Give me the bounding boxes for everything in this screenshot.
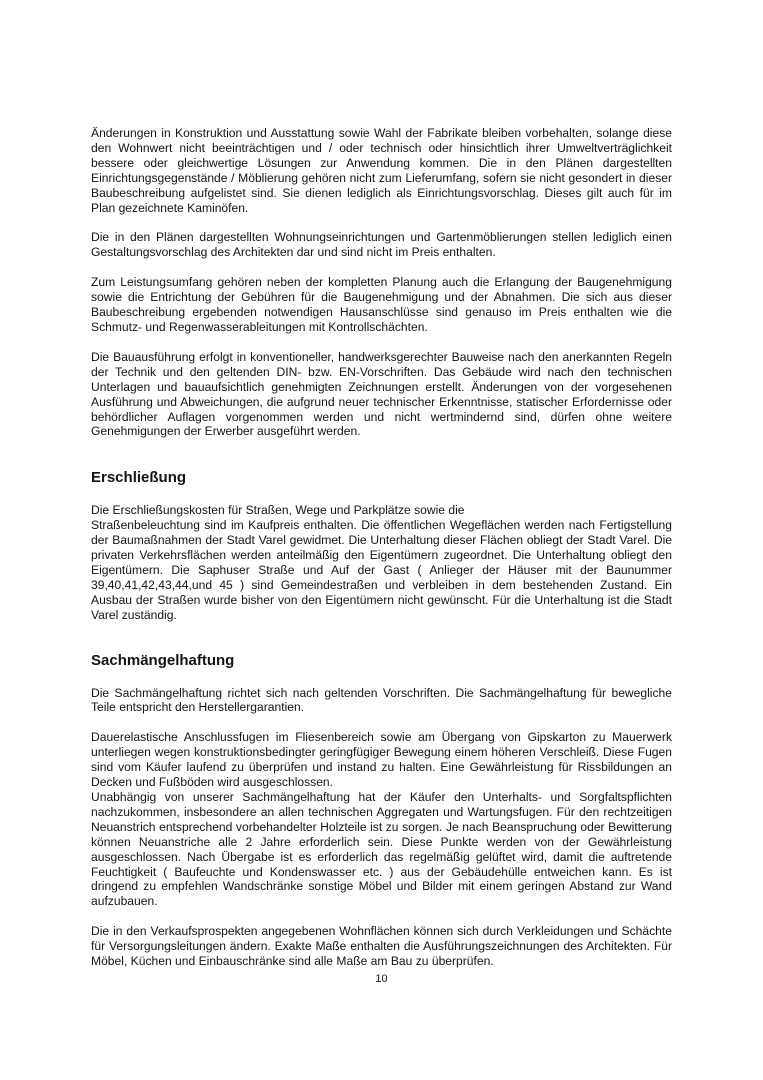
- document-page: [91, 126, 672, 969]
- paragraph-construction-method: Die Bauausführung erfolgt in konventioneller, handwerksgerechter Bauweise nach den anerkannten Regeln der Technik und den geltenden DIN- bzw. EN-Vorschriften. Das Gebäude wird nach den technischen Unterlagen und bauaufsichtlich genehmigten Zeichnungen erstellt. Änderungen von der vorgesehenen Ausführung und Abweichungen, die aufgrund neuer technischer Erkenntnisse, statischer Erfordernisse oder behördlicher Auflagen vorgenommen werden und nicht wertmindernd sind, dürfen ohne weitere Genehmigungen der Erwerber ausgeführt werden.: [91, 349, 672, 439]
- paragraph-erschliessung-first-line: Die Erschließungskosten für Straßen, Wege und Parkplätze sowie die: [91, 503, 465, 518]
- paragraph-liability-rules: Die Sachmängelhaftung richtet sich nach geltenden Vorschriften. Die Sachmängelhaftung für bewegliche Teile entspricht den Herstellergarantien.: [91, 685, 672, 715]
- page-number: 10: [375, 973, 388, 985]
- heading-erschliessung: Erschließung: [91, 469, 187, 487]
- paragraph-scope-of-services: Zum Leistungsumfang gehören neben der kompletten Planung auch die Erlangung der Baugenehmigung sowie die Entrichtung der Gebühren für die Baugenehmigung und der Abnahmen. Die sich aus dieser Baubeschreibung ergebenden notwendigen Hausanschlüsse sind genauso im Preis enthalten wie die Schmutz- und Regenwasserableitungen mit Kontrollschächten.: [91, 275, 672, 334]
- paragraph-living-areas: Die in den Verkaufsprospekten angegebenen Wohnflächen können sich durch Verkleidungen und Schächte für Versorgungsleitungen ändern. Exakte Maße enthalten die Ausführungszeichnungen des Architekten. Für Möbel, Küchen und Einbauschränke sind alle Maße am Bau zu überprüfen.: [91, 924, 672, 969]
- paragraph-joints: Dauerelastische Anschlussfugen im Fliesenbereich sowie am Übergang von Gipskarton zu Mauerwerk unterliegen wegen konstruktionsbedingter geringfügiger Bewegung einem höheren Verschleiß. Diese Fugen sind vom Käufer laufend zu überprüfen und instand zu halten. Eine Gewährleistung für Rissbildungen an Decken und Fußböden wird ausgeschlossen.: [91, 730, 672, 790]
- paragraph-furnishings: Die in den Plänen dargestellten Wohnungseinrichtungen und Gartenmöblierungen stellen lediglich einen Gestaltungsvorschlag des Architekten dar und sind nicht im Preis enthalten.: [91, 230, 672, 260]
- paragraph-maintenance-duties: Unabhängig von unserer Sachmängelhaftung hat der Käufer den Unterhalts- und Sorgfaltspflichten nachzukommen, insbesondere an allen technischen Aggregaten und Wartungsfugen. Für den rechtzeitigen Neuanstrich entsprechend vorbehandelter Holzteile ist zu sorgen. Je nach Beanspruchung oder Bewitterung können Neuanstriche alle 2 Jahre erforderlich sein. Diese Punkte werden von der Gewährleistung ausgeschlossen. Nach Übergabe ist es erforderlich das regelmäßig gelüftet wird, damit die auftretende Feuchtigkeit ( Baufeuchte und Kondenswasser etc. ) aus der Gebäudehülle entweichen kann. Es ist dringend zu empfehlen Wandschränke sonstige Möbel und Bilder mit einem geringen Abstand zur Wand aufzubauen.: [91, 790, 672, 909]
- paragraph-erschliessung-body: Straßenbeleuchtung sind im Kaufpreis enthalten. Die öffentlichen Wegeflächen werden nach Fertigstellung der Baumaßnahmen der Stadt Varel gewidmet. Die Unterhaltung dieser Flächen obliegt der Stadt Varel. Die privaten Verkehrsflächen werden anteilmäßig den Eigentümern zugeordnet. Die Unterhaltung obliegt den Eigentümern. Die Saphuser Straße und Auf der Gast ( Anlieger der Häuser mit der Baunummer 39,40,41,42,43,44,und 45 ) sind Gemeindestraßen und verbleiben in dem bestehenden Zustand. Ein Ausbau der Straßen wurde bisher von den Eigentümern nicht gewünscht. Für die Unterhaltung ist die Stadt Varel zuständig.: [91, 518, 672, 622]
- paragraph-changes: Änderungen in Konstruktion und Ausstattung sowie Wahl der Fabrikate bleiben vorbehalten, solange diese den Wohnwert nicht beeinträchtigen und / oder technisch oder hinsichtlich ihrer Umweltverträglichkeit bessere oder gleichwertige Lösungen zur Anwendung kommen. Die in den Plänen dargestellten Einrichtungsgegenstände / Möblierung gehören nicht zum Lieferumfang, sofern sie nicht gesondert in dieser Baubeschreibung aufgelistet sind. Sie dienen lediglich als Einrichtungsvorschlag. Dieses gilt auch für im Plan gezeichnete Kaminöfen.: [91, 126, 672, 215]
- heading-sachmaengelhaftung: Sachmängelhaftung: [91, 651, 235, 669]
